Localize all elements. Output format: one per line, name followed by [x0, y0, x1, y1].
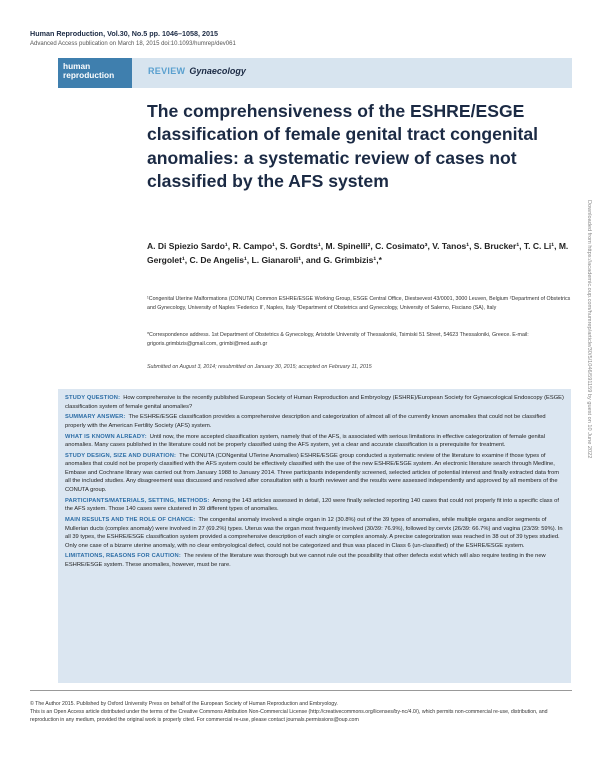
- abstract-paragraph: [65, 413, 565, 430]
- abstract-paragraph: [65, 552, 565, 569]
- download-notice: Downloaded from https://academic.oup.com/humrep/article/30/5/1046/591159 by guest on 10 June 2022: [586, 200, 592, 459]
- abstract-paragraph: [65, 433, 565, 450]
- abstract-paragraph: [65, 452, 565, 495]
- abstract-heading: PARTICIPANTS/MATERIALS, SETTING, METHODS:: [65, 497, 210, 504]
- author-list: A. Di Spiezio Sardo¹, R. Campo¹, S. Gordts¹, M. Spinelli², C. Cosimato³, V. Tanos¹, S. Brucker¹, T. C. Li¹, M. Gergolet¹, C. De Angelis¹, L. Gianaroli¹, and G. Grimbizis¹,*: [147, 241, 569, 265]
- abstract-heading: WHAT IS KNOWN ALREADY:: [65, 433, 147, 440]
- article-title: The comprehensiveness of the ESHRE/ESGE classification of female genital tract congenital anomalies: a systematic review of cases not classified by the AFS system: [147, 101, 539, 192]
- abstract-paragraph: [65, 394, 565, 411]
- abstract-paragraph: [65, 516, 565, 550]
- download-watermark: [584, 200, 592, 570]
- abstract-body: How comprehensive is the recently published European Society of Human Reproduction and Embryology (ESHRE)/European Society for Gynaecological Endoscopy (ESGE) classification system of female genital anomalies?: [65, 395, 564, 410]
- section-type: REVIEW: [148, 66, 186, 76]
- structured-abstract: [65, 394, 565, 572]
- abstract-heading: STUDY DESIGN, SIZE AND DURATION:: [65, 452, 177, 459]
- journal-logo: [58, 58, 132, 88]
- correspondence-address: *Correspondence address. 1st Department of Obstetrics & Gynecology, Aristotle University of Thessaloniki, Tsimiski 51 Street, 54623 Thessaloniki, Greece. E-mail: grigoris.grimbizis@gmail.com, grimbi@med.auth.gr: [147, 332, 529, 347]
- submission-dates: Submitted on August 3, 2014; resubmitted on January 30, 2015; accepted on February 11, 2015: [147, 364, 372, 370]
- advance-access-line: Advanced Access publication on March 18, 2015 doi:10.1093/humrep/dev061: [30, 41, 236, 47]
- logo-line-2: reproduction: [63, 70, 115, 80]
- abstract-heading: MAIN RESULTS AND THE ROLE OF CHANCE:: [65, 517, 196, 524]
- section-subject: Gynaecology: [189, 66, 246, 76]
- logo-line-1: human: [63, 61, 91, 71]
- abstract-body: The ESHRE/ESGE classification provides a comprehensive description and categorization of almost all of the currently known anomalies that could not be classified properly with the American Fertility Society (AFS) system.: [65, 414, 546, 429]
- affiliations: ¹Congenital Uterine Malformations (CONUTA) Common ESHRE/ESGE Working Group, ESGE Central Office, Diestsevest 43/0001, 3000 Leuven, Belgium ²Department of Obstetrics and Gynecology, University of Naples 'Federico II', Naples, Italy ³Department of Obstetrics and Gynecology, University of Salerno, Fisciano (SA), Italy: [147, 296, 571, 311]
- abstract-body: Until now, the more accepted classification system, namely that of the AFS, is associated with serious limitations in effective categorization of female genital anomalies. Many cases published in the literature could not be properly classified using the AFS system, yet a clear and accurate classification is a prerequisite for treatment.: [65, 433, 546, 449]
- copyright-footer: [30, 701, 572, 725]
- abstract-heading: LIMITATIONS, REASONS FOR CAUTION:: [65, 553, 181, 560]
- license-line: This is an Open Access article distributed under the terms of the Creative Commons Attribution Non-Commercial License (http://creativecommons.org/licenses/by-nc/4.0/), which permits non-commercial re-use, distribution, and reproduction in any medium, provided the original work is properly cited. For commercial re-use, please contact journals.permissions@oup.com: [30, 708, 548, 723]
- journal-citation: Human Reproduction, Vol.30, No.5 pp. 1046–1058, 2015: [30, 29, 219, 38]
- footer-divider: [30, 690, 572, 691]
- copyright-line: © The Author 2015. Published by Oxford University Press on behalf of the European Society of Human Reproduction and Embryology.: [30, 701, 338, 707]
- abstract-body: The review of the literature was thorough but we cannot rule out the possibility that other defects exist which will also require testing in the new ESHRE/ESGE system. These anomalies, however, must be rare.: [65, 553, 546, 568]
- abstract-body: Among the 143 articles assessed in detail, 120 were finally selected reporting 140 cases that could not properly fit into a specific class of the AFS system. Those 140 cases were clustered in 39 different types of anomalies.: [65, 497, 559, 513]
- abstract-body: The CONUTA (CONgenital UTerine Anomalies) ESHRE/ESGE group conducted a systematic review of the literature to examine if those types of anomalies that could not be properly classified with the AFS system could be effectively classified with the use of the new ESHRE/ESGE system. An electronic literature search through Medline, Embase and Cochrane library was carried out from January 1988 to January 2014. Three participants independently screened, selected articles of potential interest and finally extracted data from all the included studies. Any disagreement was discussed and resolved after consultation with a fourth reviewer and the results were assessed independently and approved by all members of the CONUTA group.: [65, 452, 560, 494]
- abstract-body: The congenital anomaly involved a single organ in 12 (30.8%) out of the 39 types of anomalies, while multiple organs and/or segments of Mullerian ducts (complex anomaly) were involved in 27 (69.2%) types. Uterus was the organ most frequently involved (30/39: 76.9%), followed by cervix (26/39: 66.7%) and vagina (23/39: 59%). In all 39 types, the ESHRE/ESGE classification system provided a comprehensive description of each single or complex anomaly. A precise categorization was reached in 38 out of 39 types studied. Only one case of a bizarre uterine anomaly, with no clear embryological defect, could not be categorized and thus was placed in Class 6 (un-classified) of the ESHRE/ESGE system.: [65, 517, 563, 549]
- abstract-heading: SUMMARY ANSWER:: [65, 414, 126, 421]
- abstract-paragraph: [65, 497, 565, 514]
- abstract-heading: STUDY QUESTION:: [65, 395, 121, 401]
- article-section: [148, 66, 246, 76]
